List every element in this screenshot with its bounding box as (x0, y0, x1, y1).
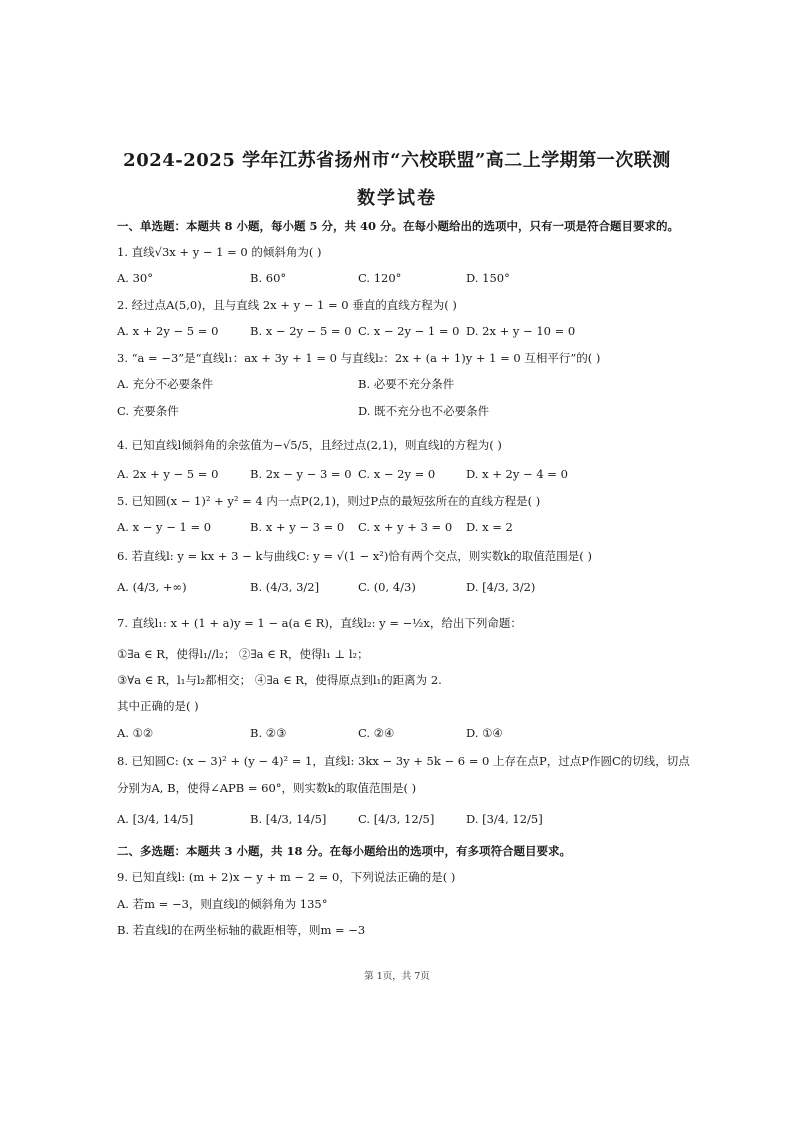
q6-option-d: D. [4/3, 3/2) (466, 580, 536, 594)
q6-option-c: C. (0, 4/3) (358, 580, 416, 594)
q2-option-d: D. 2x + y − 10 = 0 (466, 324, 576, 338)
q8-option-d: D. [3/4, 12/5] (466, 812, 543, 826)
q1-option-d: D. 150° (466, 271, 510, 285)
question-4: 4. 已知直线l倾斜角的余弦值为−√5/5，且经过点(2,1)，则直线l的方程为( ) (117, 438, 502, 452)
q3-option-d: D. 既不充分也不必要条件 (358, 404, 490, 418)
q4-option-b: B. 2x − y − 3 = 0 (250, 467, 352, 481)
q5-option-d: D. x = 2 (466, 520, 513, 534)
section-single-choice: 一、单选题：本题共 8 小题，每小题 5 分，共 40 分。在每小题给出的选项中，只有一项是符合题目要求的。 (117, 219, 680, 233)
q5-option-c: C. x + y + 3 = 0 (358, 520, 453, 534)
q7-option-a: A. ①② (117, 726, 154, 740)
q7-option-b: B. ②③ (250, 726, 287, 740)
q4-option-c: C. x − 2y = 0 (358, 467, 436, 481)
q7-option-d: D. ①④ (466, 726, 503, 740)
question-2: 2. 经过点A(5,0)，且与直线 2x + y − 1 = 0 垂直的直线方程为( ) (117, 298, 457, 312)
exam-subtitle: 数学试卷 (357, 188, 437, 209)
q7-propositions-1: ①∃a ∈ R，使得l₁//l₂； ②∃a ∈ R，使得l₁ ⊥ l₂； (117, 647, 369, 661)
q7-propositions-2: ③∀a ∈ R，l₁与l₂都相交； ④∃a ∈ R，使得原点到l₁的距离为 2. (117, 673, 442, 687)
q8-option-b: B. [4/3, 14/5] (250, 812, 327, 826)
q6-option-b: B. (4/3, 3/2] (250, 580, 320, 594)
q2-option-a: A. x + 2y − 5 = 0 (117, 324, 219, 338)
q9-option-a: A. 若m = −3，则直线l的倾斜角为 135° (117, 897, 328, 911)
q3-option-b: B. 必要不充分条件 (358, 377, 455, 391)
q1-option-a: A. 30° (117, 271, 153, 285)
q7-option-c: C. ②④ (358, 726, 395, 740)
section-multiple-choice: 二、多选题：本题共 3 小题，共 18 分。在每小题给出的选项中，有多项符合题目要求。 (117, 844, 572, 858)
question-1: 1. 直线√3x + y − 1 = 0 的倾斜角为( ) (117, 245, 322, 259)
q3-option-a: A. 充分不必要条件 (117, 377, 214, 391)
question-6: 6. 若直线l: y = kx + 3 − k与曲线C: y = √(1 − x²)恰有两个交点，则实数k的取值范围是( ) (117, 549, 592, 563)
exam-title: 2024-2025 学年江苏省扬州市“六校联盟”高二上学期第一次联测 (123, 150, 671, 171)
q8-option-a: A. [3/4, 14/5] (117, 812, 194, 826)
q5-option-a: A. x − y − 1 = 0 (117, 520, 212, 534)
q8-option-c: C. [4/3, 12/5] (358, 812, 435, 826)
q9-option-b: B. 若直线l的在两坐标轴的截距相等，则m = −3 (117, 923, 366, 937)
question-8-cont: 分别为A, B，使得∠APB = 60°，则实数k的取值范围是( ) (117, 781, 417, 795)
question-5: 5. 已知圆(x − 1)² + y² = 4 内一点P(2,1)，则过P点的最短弦所在的直线方程是( ) (117, 494, 541, 508)
q4-option-d: D. x + 2y − 4 = 0 (466, 467, 568, 481)
q4-option-a: A. 2x + y − 5 = 0 (117, 467, 219, 481)
q7-question: 其中正确的是( ) (117, 699, 199, 713)
q5-option-b: B. x + y − 3 = 0 (250, 520, 345, 534)
question-8: 8. 已知圆C: (x − 3)² + (y − 4)² = 1，直线l: 3kx − 3y + 5k − 6 = 0 上存在点P，过点P作圆C的切线，切点 (117, 754, 690, 768)
page-footer: 第 1页，共 7页 (364, 971, 430, 982)
question-9: 9. 已知直线l: (m + 2)x − y + m − 2 = 0，下列说法正确的是( ) (117, 870, 456, 884)
q2-option-c: C. x − 2y − 1 = 0 (358, 324, 460, 338)
q6-option-a: A. (4/3, +∞) (117, 580, 187, 594)
q1-option-b: B. 60° (250, 271, 287, 285)
q3-option-c: C. 充要条件 (117, 404, 179, 418)
q1-option-c: C. 120° (358, 271, 402, 285)
question-7: 7. 直线l₁: x + (1 + a)y = 1 − a(a ∈ R)，直线l₂: y = −½x，给出下列命题： (117, 616, 522, 630)
q2-option-b: B. x − 2y − 5 = 0 (250, 324, 352, 338)
question-3: 3. “a = −3”是“直线l₁：ax + 3y + 1 = 0 与直线l₂：2x + (a + 1)y + 1 = 0 互相平行”的( ) (117, 351, 601, 365)
